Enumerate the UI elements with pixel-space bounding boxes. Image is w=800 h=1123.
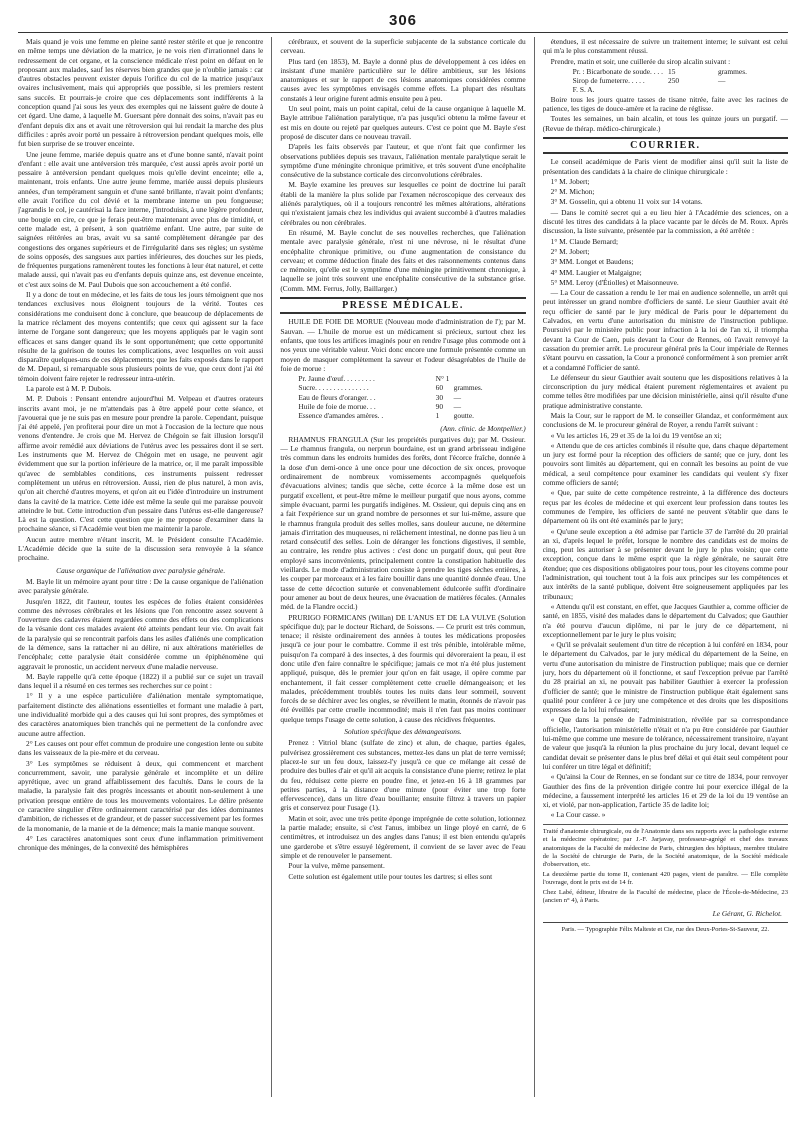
formula-cell: 15 [668, 66, 676, 76]
col3c-paragraph: « La Cour casse. » [550, 810, 606, 820]
formula-row [280, 383, 525, 392]
col3a-paragraph: étendues, il est nécessaire de suivre un traitement interne; le suivant est celui qui m'a le plus constamment réussi. [542, 37, 788, 56]
col3c-paragraph: 3° M. Gosselin, qui a obtenu 11 voix sur 14 votans. [550, 197, 703, 207]
formula-row [280, 411, 525, 420]
col1-paragraph: Il y a donc de tout en médecine, et les faits de tous les jours témoignent que nos tendances exclusives nous éloignent toujours de la vérité. Toutes ces considérations me conduisent donc à conclure, que beaucoup de déplacements de la matrice réclament des moyens contentifs; que ceux qui agissent sur la face interne de l'organe sont dangereux; que les moyens appliqués par le vagin sont efficaces et sans danger quand ils le sont opportunément; que cette opportunité résulte de la guérison de toutes les complications, avec lesquelles on voit aussi disparaître quelques-uns de ces déplacements; que les faits exposés dans le rapport de M. Depaul, si remarquable sous plusieurs points de vue, que ceux dont j'ai été témoin doivent faire rejeter le redresseur intra-utérin. [18, 290, 264, 383]
col3c-paragraph: Mais la Cour, sur le rapport de M. le conseiller Glandaz, et conformément aux conclusions de M. le procureur général de Royer, a rendu l'arrêt suivant : [542, 410, 788, 430]
formula-cell: Sirop de fumeterre. . . . . [572, 76, 645, 86]
col2c-paragraph: Cette solution est également utile pour toutes les dartres; si elles sont [288, 871, 493, 881]
formula-cell: 30 [435, 392, 444, 402]
col3b-paragraph: Boire tous les jours quatre tasses de tisane nitrée, faite avec les racines de patience, les tiges de douce-amère et la racine de réglisse. [542, 94, 788, 114]
col1b-paragraph: Jusqu'en 1822, dit l'auteur, toutes les espèces de folies étaient considérées comme des névroses cérébrales et les lésions que l'on rencontre assez souvent à l'ouverture des cadavres étaient regardées comme des effets ou des complications de la vésanie dont ces malades avaient été atteints pendant leur vie. On avait fait de la paralysie qui se rencontrait parfois dans les asiles d'aliénés une complication de la démence, sans la rattacher ni au délire, ni aux altérations matérielles de l'encéphale; cette paralysie était considérée comme un épiphénomène qui aggravait le pronostic, un accident nerveux d'une maladie nerveuse. [18, 596, 264, 671]
formula-row [543, 85, 788, 94]
formula-cell: — [453, 392, 462, 402]
col3c-paragraph: 2° M. Michon; [550, 187, 595, 197]
col3c-paragraph: — Dans le comité secret qui a eu lieu hier à l'Académie des sciences, on a discuté les titres des candidats à la place vacante par le décès de M. Roux. Après discussion, la liste suivante, présentée par la commission, a été arrêtée : [542, 207, 788, 236]
col3c-paragraph: « Attendu que de ces articles combinés il résulte que, dans chaque département un jury est formé pour la réception des officiers de santé; que ce jury, dont les pouvoirs sont limités au département, qui en connaît les besoins au point de vue médical, a seul compétence pour examiner les candidats qui veulent s'y fixer comme officiers de santé; [542, 440, 788, 488]
col3c-paragraph: 4° MM. Laugier et Malgaigne; [550, 267, 642, 277]
col2b-paragraph: RHAMNUS FRANGULA (Sur les propriétés purgatives du); par M. Ossieur. — Le rhamnus frangula, ou nerprun bourdaine, est un grand arbrisseau indigène très commun dans les endroits humides des forêts, dont l'écorce fraîche, donnée à la dose d'un demi-once à une once pour une décoction de six onces, provoque ordinairement de nombreux vomissements accompagnés quelquefois d'évacuations alvines; tandis que sèche, cette écorce à la même dose est un purgatif excellent, et peut-être même le meilleur purgatif que nous ayons, comme simple évacuant, parmi les purgatifs indigènes. M. Ossieur, qui depuis cinq ans en a fait l'expérience sur un grand nombre de personnes et sur lui-même, assure que le rhamnus frangula produit des selles molles, sans douleur aucune, ne détermine jamais d'irritation des muqueuses, ni relâchement intestinal, ne donne pas lieu à un retard consécutif des selles. Loin de déranger les fonctions digestives, il semble, au contraire, les rendre plus actives : c'est donc un purgatif doux, qui peut être employé sans inconvénients, principalement contre la constipation habituelle des vieillards. Le mode d'administration consiste à prendre les tiges sèches entières, à les couper par morceaux et à les faire bouillir dans une quantité donnée d'eau. Une tasse de cette décoction suturée et convenablement édulcorée suffit d'ordinaire pour amener au bout de deux heures, une évacuation de matières fécales. (Annales méd. de la Flandre occid.) [280, 434, 526, 612]
formula-row [280, 402, 525, 411]
formula-cell: grammes. [453, 383, 483, 393]
printer-imprint: Paris. — Typographie Félix Malteste et Cie, rue des Deux-Portes-St-Sauveur, 22. [543, 922, 788, 934]
book-notice-title: Traité d'anatomie chirurgicale, ou de l'Anatomie dans ses rapports avec la pathologie externe et la médecine opératoire; par J.-F. Jarjavay, professeur-agrégé et chef des travaux anatomiques de la Faculté de médecine de Paris, chirurgien des hôpitaux, membre titulaire de la Société de chirurgie de Paris, de la Société anatomique, de la Société médicale d'observation, etc. [542, 827, 788, 869]
column-2-paragraphs [280, 37, 525, 293]
col1-paragraph: Mais quand je vois une femme en pleine santé rester stérile et que je rencontre en même temps une déviation de la matrice, je ne vois rien d'irrationnel dans le redressement de cet organe, et la conscience médicale n'est point en défaut en le proposant aux malades, sauf les réserves bien grandes que je n'oublie jamais : car d'autres obstacles peuvent exister depuis l'orifice du col de la matrice jusqu'aux ovaires inclusivement, mais qui appropriés que possible, si les premiers restent sans succès. Et pourrais-je croire que ces déplacements sont indifférents à la conception quand j'ai sous les yeux des exemples qui ne laissent guère de doute à cet égard. Une dame, à laquelle M. Guersant père donnait des soins, n'avait pas eu d'enfant depuis dix ans et avait une rétroversion qui lui rendait la marche des plus difficiles : après avoir porté un pessaire à rétroversion pendant quelques mois, elle fut bien surprise de se trouver enceinte. [18, 37, 264, 149]
col3c-paragraph: « Qu'une seule exception a été admise par l'article 37 de l'arrêté du 20 prairial an xi, d'après lequel le préfet, lorsque le nombre des candidats est de moins de cinq, peut les autoriser à se présenter devant le jury le plus voisin; que cette exception, conçue dans le même esprit que la règle générale, ne saurait être étendue; que ces dispositions obligatoires pour tous, pour les citoyens comme pour l'administration, qui touchent tout à la fois aux principes sur les compétences et aux intérêts de la santé publique, doivent être soigneusement appliquées par les tribunaux; [542, 526, 788, 601]
col2-paragraph: D'après les faits observés par l'auteur, et que n'ont fait que confirmer les observations publiées depuis ses travaux, l'aliénation mentale paralytique serait le symptôme d'une méningite chronique primitive, et très souvent d'une encéphalite consécutive de la substance corticale des circonvolutions cérébrales. [280, 142, 526, 180]
column-3-paragraphs-a [543, 37, 788, 66]
formula-cell: Pr. Jaune d'œuf. . . . . . . . . [298, 374, 375, 384]
formula-cell [718, 85, 758, 94]
formula-cell [668, 85, 718, 94]
col3c-paragraph: — La Cour de cassation a rendu le 1er mai en audience solennelle, un arrêt qui peut intéresser un grand nombre d'officiers de santé. Le sieur Gauthier avait été reçu officier de santé par le jury médical de Paris pour le département du Calvados, en vertu d'une autorisation du ministre de l'instruction publique. Poursuivi par le ministère public pour infraction à la loi de l'an xi, il triompha devant la Cour de Caen, puis devant la Cour de Rennes, où l'avait renvoyé la cassation du premier arrêt. Le procureur général près la Cour impériale de Rennes s'étant pourvu en cassation, la Cour a prononcé conformément à son premier arrêt et a condamné l'officier de santé. [542, 288, 788, 372]
col2c-paragraph: Pour la vulve, même pansement. [288, 861, 385, 871]
column-1-paragraphs-b [18, 577, 263, 853]
col3a-paragraph: Prendre, matin et soir, une cuillerée du sirop alcalin suivant : [550, 56, 731, 66]
column-1 [18, 37, 263, 1097]
col3c-paragraph: Le conseil académique de Paris vient de modifier ainsi qu'il suit la liste de présentation des candidats à la chaire de clinique chirurgicale : [542, 157, 788, 176]
column-2 [280, 37, 525, 1097]
formula-source: (Ann. clinic. de Montpellier.) [440, 423, 526, 433]
formula-cell [454, 374, 514, 383]
formula-cell: Pr. : Bicarbonate de soude. . . . [572, 66, 663, 76]
col3c-paragraph: « Qu'il se prévalait seulement d'un titre de réception à lui conféré en 1834, pour le département du Calvados, par le jury médical du département de la Seine, en vertu d'une autorisation du ministre de l'instruction publique; mais que ce dernier jury, hors du département où il fonctionne, et sauf l'exception prévue par l'arrêté du 28 prairial an xi, ne pouvait pas habiliter Gauthier à exercer la profession d'officier de santé; que le ministre de l'instruction publique était également sans qualité pour conférer à ce jury une compétence et des droits que les dispositions expresses de la loi lui refusaient; [542, 640, 788, 715]
recipe-formula [280, 374, 525, 420]
col1b-paragraph: 3° Les symptômes se réduisent à deux, qui commencent et marchent concurremment, savoir, une paralysie générale et incomplète et un délire apyrétique, avec un grand affaiblissement des facultés. Dans le cours de la maladie, la paralysie fait des progrès incessants et aboutit non-seulement à une privation presque entière de tous les mouvements volontaires. Le délire présente ce caractère singulier d'être ordinairement caractérisé par des idées dominantes d'ambition, de richesses et de grandeur, et de passer successivement par les formes de la monomanie, de la manie et de la démence; mais la manie manque souvent. [18, 758, 264, 833]
col3c-paragraph: 1° M. Jobert; [550, 176, 590, 186]
section-heading-presse: PRESSE MÉDICALE. [280, 297, 525, 314]
col3c-paragraph: 5° MM. Leroy (d'Étiolles) et Maisonneuve. [550, 277, 679, 287]
formula-cell: Essence d'amandes amères. . [298, 411, 384, 421]
formula-row [280, 393, 525, 402]
column-separator [271, 37, 272, 1097]
formula-cell: grammes. [718, 66, 747, 76]
col3c-paragraph: 2° M. Jobert; [550, 246, 590, 256]
col2b-paragraph: PRURIGO FORMICANS (Willan) DE L'ANUS ET DE LA VULVE (Solution spécifique du); par le docteur Richard, de Soissons. — Ce prurit est très commun, tenace; il résiste ordinairement des années à toutes les médications proposées jusqu'à ce jour pour le combattre. Comme il est très pénible, intolérable même, puisqu'on l'a comparé à des insectes, à des fourmis qui dévoreraient la peau, il est donc utile d'en faire connaître le spécifique; jamais ce mot n'a été plus justement appliqué, puisque, dès le premier jour qu'on en fait usage, il opère comme par enchantement, il fait cesser complètement cette cruelle démangeaison; et les malades, précédemment troublés toutes les nuits dans leur sommeil, souvent forcés de se déchirer avec les ongles, se réveillent le matin, étonnés de n'avoir pas été éveillés par cette cruelle incommodité; mais il n'en faut pas moins continuer quelque temps l'usage de cette solution, à cause des récidives fréquentes. [280, 612, 526, 724]
huile-paragraph: HUILE DE FOIE DE MORUE (Nouveau mode d'administration de l'); par M. Sauvan. — L'huile de morue est un médicament si précieux, surtout chez les enfants, que tous les artifices imaginés pour en rendre l'usage plus commode ont à nos yeux une véritable valeur. Voici donc encore une formule présentée comme un moyen de masquer complètement la saveur et l'odeur désagréables de l'huile de foie de morue : [280, 317, 526, 373]
column-3 [543, 37, 788, 1097]
formula-cell: Sucre. . . . . . . . . . . . . . . [298, 383, 369, 393]
formula-cell: 1 [435, 411, 440, 421]
col2c-paragraph: Matin et soir, avec une très petite éponge imprégnée de cette solution, lotionnez la partie malade; ensuite, si c'est l'anus, imbibez un linge ployé en carré, de 6 centimètres, et introduisez un des angles dans l'anus; il est bien entendu qu'après une garderobe et s'être essuyé légèrement, il convient de se laver avec de l'eau simple et de renouveler le pansement. [280, 813, 526, 860]
columns [18, 37, 788, 1097]
col3c-paragraph: 1° M. Claude Bernard; [550, 236, 619, 246]
col3c-paragraph: Le défenseur du sieur Gauthier avait soutenu que les dispositions relatives à la circonscription du jury médical étaient purement réglementaires et avaient pu comme telles être modifiées par une décision ministérielle, ainsi qu'il résulte d'une pratique administrative constante. [542, 372, 788, 410]
col3c-paragraph: « Vu les articles 16, 29 et 35 de la loi du 19 ventôse an xi; [550, 430, 722, 440]
col2-paragraph: M. Bayle examine les preuves sur lesquelles ce point de doctrine lui paraît établi de la manière la plus solide par l'examen nécroscopique des cerveaux des aliénés paralytiques, où il a toujours rencontré les mêmes altérations, altérations qui n'existaient jamais chez les individus qui avaient succombé à d'autres maladies cérébrales ou non cérébrales. [280, 180, 526, 227]
book-notice [543, 824, 788, 906]
column-1-paragraphs [18, 37, 263, 563]
formula-cell: N° 1 [435, 374, 450, 384]
col2-paragraph: En résumé, M. Bayle conclut de ses nouvelles recherches, que l'aliénation mentale avec paralysie générale, n'est ni une névrose, ni le résultat d'une encéphalite chronique primitive, ou d'une augmentation de consistance du cerveau; et comme déduction finale des faits et des raisonnements contenus dans ce mémoire, qu'elle est le symptôme d'une méningite primitivement chronique, à laquelle se joint très souvent une encéphalite consécutive de la substance grise. (Comm. MM. Ferrus, Jolly, Baillarger.) [280, 227, 526, 293]
col3c-paragraph: « Que dans la pensée de l'administration, révélée par sa correspondance officielle, l'autorisation ministérielle n'était et n'a pu être considérée par Gauthier lui-même que comme une mesure de tolérance, nécessairement transitoire, n'ayant de valeur que jusqu'à la réunion la plus prochaine du jury local, devant lequel ce candidat devait se présenter dans le plus bref délai et qui était seul compétent pour lui conférer un titre légal et définitif; [542, 715, 788, 771]
formula-cell: F. S. A. [572, 85, 595, 95]
book-notice-publisher: Chez Labé, éditeur, libraire de la Faculté de médecine, place de l'École-de-Médecine, 23 (ancien n° 4), à Paris. [542, 888, 788, 904]
column-3-paragraphs-b [543, 95, 788, 133]
col1-paragraph: La parole est à M. P. Dubois. [26, 383, 112, 393]
section-heading-courrier: COURRIER. [543, 137, 788, 154]
syrup-formula [543, 67, 788, 95]
newspaper-page [18, 12, 788, 1112]
formula-row [543, 67, 788, 76]
formula-row [280, 374, 525, 383]
col1-paragraph: M. P. Dubois : Pensant entendre aujourd'hui M. Velpeau et d'autres orateurs inscrits avant moi, je ne m'attendais pas à être appelé pour cette séance, et j'avouerai que je ne suis pas en mesure pour prendre la parole. Cependant, puisque j'ai été appelé, j'en profiterai pour dire un mot à l'occasion de la lecture que nous venons d'entendre. Je crois que M. Hervez de Chégoin se fait illusion lorsqu'il affirme avoir remédié aux déviations de l'utérus avec les pessaires dont il se sert. Les instruments que M. Hervez de Chégoin met en usage, ne peuvent agir évidemment que sur la portion inférieure de la matrice, or, il me paraît impossible qu'avec de semblables conditions, ces instruments puissent redresser complètement un utérus en rétroversion. Aussi, rien de plus naturel, à mon avis, qu'on ait cherché d'autres moyens, et qu'on ait eu l'idée d'introduire un instrument dans la cavité de la matrice. Cette idée est même la seule qui me paraisse pouvoir atteindre le but. Cette introduction d'un pessaire dans l'utérus est-elle dangereuse? Là est la question. C'est cette question que je me propose d'examiner dans la prochaine séance, si l'Académie veut bien me maintenir la parole. [18, 394, 264, 534]
col1-paragraph: Une jeune femme, mariée depuis quatre ans et d'une bonne santé, n'avait point d'enfant : elle avait une antéversion très marquée, c'est aussi après avoir porté un pessaire à antéversion pendant quelques mois qu'elle devint enceinte; elle a, maintenant, trois enfants. Une autre jeune femme, mariée aussi depuis plusieurs années, d'un tempérament sanguin et d'une santé brillante, n'avait point d'enfants; elle avait l'orifice du col dévié et la membrane interne un peu fongueuse; j'agrandis le col, je cautérisai la face interne, j'introduisis, à une légère profondeur, une bougie en cire, ce que je ferais peut-être maintenant avec plus de timidité, et cette malade est, à présent, à son quatrième enfant. Une autre, par suite de saignées réitérées au bras, avait vu sa santé complètement dérangée par des congestions des organes supérieurs et de l'irrégularité dans ses règles; un système de soins opposés, des sangsues aux parties inférieures, des douches sur les pieds, de fréquentes purgations ramenèrent toutes les fonctions à leur état naturel, et cette malade aussi, qui n'avait pas eu d'enfants depuis quinze ans, est devenue enceinte, et c'est aux soins de M. Paul Dubois que son accouchement a été confié. [18, 149, 264, 289]
col1b-paragraph: 1° Il y a une espèce particulière d'aliénation mentale symptomatique, parfaitement distincte des aliénations essentielles et formant une maladie à part, une individualité morbide qui a des causes qui lui sont propres, des symptômes et des caractères anatomiques bien tranchés qui ne permettent de la confondre avec aucune autre affection. [18, 691, 264, 738]
formula-cell: — [453, 401, 462, 411]
formula-cell: 60 [435, 383, 444, 393]
formula-cell: Eau de fleurs d'oranger. . . [298, 392, 376, 402]
formula-cell: — [718, 76, 726, 86]
col1b-paragraph: M. Bayle lit un mémoire ayant pour titre : De la cause organique de l'aliénation avec paralysie générale. [18, 576, 264, 596]
page-number: 306 [388, 12, 418, 29]
column-1-subhead: Cause organique de l'aliénation avec paralysie générale. [56, 565, 226, 575]
column-separator [534, 37, 535, 1097]
col3c-paragraph: « Que, par suite de cette compétence restreinte, à la différence des docteurs reçus par les écoles de médecine et qui exercent leur profession dans toutes les communes de l'empire, les officiers de santé ne peuvent s'établir que dans le département où ils ont été examinés par le jury; [542, 488, 788, 526]
col1b-paragraph: 2° Les causes ont pour effet commun de produire une congestion lente ou subite dans les vaisseaux de la pie-mère et du cerveau. [18, 738, 264, 758]
top-rule [18, 32, 788, 33]
col3c-paragraph: « Attendu qu'il est constant, en effet, que Jacques Gauthier a, comme officier de santé, en 1855, visité des malades dans le département du Calvados; que Gauthier n'a été pourvu d'aucun diplôme, ni par le jury de ce département, ni exceptionnellement par le jury le plus voisin; [542, 601, 788, 639]
column-2-paragraphs-c [280, 738, 525, 880]
column-2-subhead: Solution spécifique des démangeaisons. [344, 727, 462, 737]
col1b-paragraph: M. Bayle rappelle qu'à cette époque (1822) il a publié sur ce sujet un travail dans lequel il a résumé en ces termes ses recherches sur ce point : [18, 671, 264, 691]
formula-cell: Huile de foie de morue. . . [298, 401, 376, 411]
column-2-paragraphs-b [280, 435, 525, 724]
col2-paragraph: Un seul point, mais un point capital, celui de la cause organique à laquelle M. Bayle attribue l'aliénation paralytique, n'a pas jusqu'ici obtenu la même faveur et est mis en doute ou rejeté par quelques auteurs. C'est ce point que M. Bayle s'est proposé de discuter dans ce nouveau travail. [280, 104, 526, 141]
book-notice-part: La deuxième partie du tome II, contenant 420 pages, vient de paraître. — Elle complète l'ouvrage, dont le prix est de 14 fr. [542, 870, 788, 887]
col2-paragraph: Plus tard (en 1853), M. Bayle a donné plus de développement à ces idées en insistant d'une manière particulière sur le délire ambitieux, sur les lésions anatomiques et sur le rapport de ces lésions anatomiques considérées comme causes avec les symptômes envisagés comme effets. La plupart des résultats constatés à leur origine furent admis ensuite peu à peu. [280, 56, 526, 103]
col2-paragraph: cérébraux, et souvent de la superficie subjacente de la substance corticale du cerveau. [280, 37, 526, 56]
col2c-paragraph: Prenez : Vitriol blanc (sulfate de zinc) et alun, de chaque, parties égales, pulvérisez grossièrement ces substances, mettez-les dans un plat de terre vernissé; placez-le sur un feu doux, laissez-l'y jusqu'à ce que ce mélange ait cessé de produire des bulles d'air et qu'il ait acquis la consistance d'une pierre; retirez le plat du feu, réduisez cette pierre en poudre fine, et jetez-en 16 à 18 grammes par petites parties, à la distance d'une minute (pour éviter une trop forte effervescence), dans un litre d'eau bouillante; ensuite filtrez à travers un papier gris et conservez pour l'usage (1). [280, 738, 526, 813]
col1-paragraph: Aucun autre membre n'étant inscrit, M. le Président consulte l'Académie. L'Académie décide que la suite de la discussion sera renvoyée à la séance prochaine. [18, 534, 264, 563]
col3b-paragraph: Toutes les semaines, un bain alcalin, et tous les quinze jours un purgatif. — (Revue de thérap. médico-chirurgicale.) [542, 114, 788, 133]
formula-cell: 250 [668, 76, 680, 86]
formula-row [543, 76, 788, 85]
col3c-paragraph: « Qu'ainsi la Cour de Rennes, en se fondant sur ce titre de 1834, pour renvoyer Gauthier des fins de la prévention dirigée contre lui pour exercice illégal de la médecine, a faussement interprété les articles 16 et 29 de la loi du 19 ventôse an xi, et violé, par non-application, l'article 35 de ladite loi; [542, 772, 788, 810]
column-3-paragraphs-c [543, 157, 788, 819]
formula-cell: 90 [435, 401, 444, 411]
formula-cell: goutte. [453, 411, 474, 421]
col1b-paragraph: 4° Les caractères anatomiques sont ceux d'une inflammation primitivement chronique des méninges, de la convexité des hémisphères [18, 833, 264, 853]
gerant-signature: Le Gérant, G. Richelot. [712, 909, 782, 919]
col3c-paragraph: 3° MM. Longet et Baudens; [550, 257, 634, 267]
